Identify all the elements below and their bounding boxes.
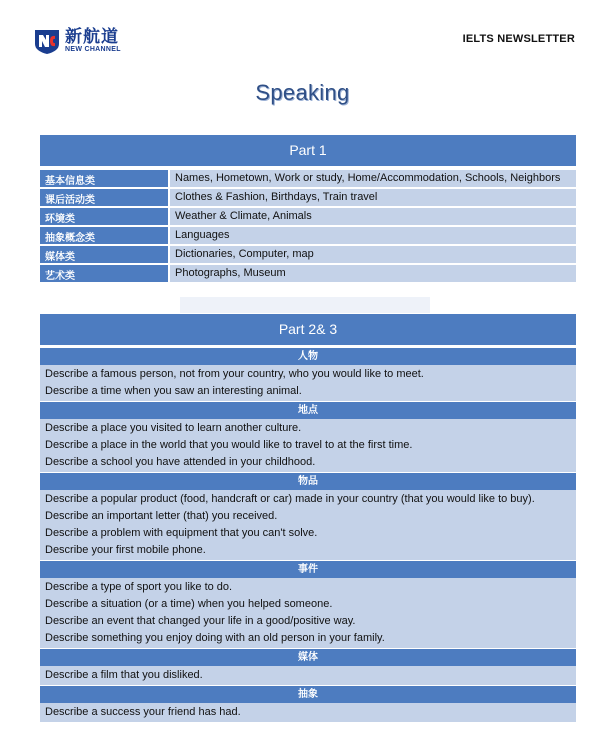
section-items: [40, 419, 576, 472]
part1-table: [40, 168, 576, 282]
section-items: [40, 703, 576, 722]
part1-row: [40, 169, 576, 188]
newsletter-label: IELTS NEWSLETTER: [462, 33, 575, 45]
section-items: [40, 365, 576, 401]
topic-item: Describe a popular product (food, handcraft or car) made in your country (that you would like to buy).: [45, 493, 535, 505]
topic-item: Describe a problem with equipment that you can't solve.: [45, 527, 318, 539]
topic-item: Describe a type of sport you like to do.: [45, 581, 233, 593]
section-heading: 地点: [40, 402, 576, 419]
part1-topics: Names, Hometown, Work or study, Home/Accommodation, Schools, Neighbors: [169, 169, 576, 188]
part1-category: 媒体类: [40, 245, 169, 264]
section-heading: 物品: [40, 473, 576, 490]
section-items: [40, 578, 576, 648]
part1-row: [40, 245, 576, 264]
topic-item: Describe a film that you disliked.: [45, 669, 203, 681]
topic-item: Describe a place in the world that you would like to travel to at the first time.: [45, 439, 413, 451]
section-items: [40, 490, 576, 560]
part1-category: 课后活动类: [40, 188, 169, 207]
part1-category: 抽象概念类: [40, 226, 169, 245]
brand-logo: [33, 26, 121, 56]
section-heading: 人物: [40, 348, 576, 365]
page-header: [0, 0, 605, 70]
part1-block: [40, 135, 576, 282]
section-heading: 事件: [40, 561, 576, 578]
page-title: Speaking: [255, 80, 350, 105]
part1-row: [40, 264, 576, 282]
part23-sections: [40, 348, 576, 722]
topic-item: Describe a place you visited to learn another culture.: [45, 422, 302, 434]
logo-chinese-name: 新航道: [65, 27, 119, 47]
part1-row: [40, 226, 576, 245]
topic-item: Describe an important letter (that) you received.: [45, 510, 278, 522]
part1-topics: Photographs, Museum: [169, 264, 576, 282]
section-heading: 抽象: [40, 686, 576, 703]
topic-item: Describe a success your friend has had.: [45, 706, 241, 718]
part1-category: 艺术类: [40, 264, 169, 282]
topic-item: Describe a time when you saw an interesting animal.: [45, 385, 302, 397]
part1-topics: Dictionaries, Computer, map: [169, 245, 576, 264]
part1-row: [40, 188, 576, 207]
logo-text: [65, 28, 121, 54]
logo-english-name: NEW CHANNEL: [65, 46, 121, 53]
topic-item: Describe a famous person, not from your country, who you would like to meet.: [45, 368, 424, 380]
part1-row: [40, 207, 576, 226]
part23-heading: Part 2& 3: [40, 314, 576, 345]
part1-topics: Clothes & Fashion, Birthdays, Train travel: [169, 188, 576, 207]
part1-category: 基本信息类: [40, 169, 169, 188]
section-heading: 媒体: [40, 649, 576, 666]
topic-item: Describe something you enjoy doing with an old person in your family.: [45, 632, 385, 644]
watermark-band: [180, 297, 430, 313]
topic-item: Describe a situation (or a time) when you helped someone.: [45, 598, 333, 610]
section-items: [40, 666, 576, 685]
part1-category: 环境类: [40, 207, 169, 226]
part23-block: [40, 314, 576, 722]
topic-item: Describe a school you have attended in your childhood.: [45, 456, 316, 468]
part1-topics: Weather & Climate, Animals: [169, 207, 576, 226]
part1-topics: Languages: [169, 226, 576, 245]
part1-heading: Part 1: [40, 135, 576, 166]
topic-item: Describe an event that changed your life in a good/positive way.: [45, 615, 356, 627]
new-channel-logo-icon: [33, 27, 61, 55]
topic-item: Describe your first mobile phone.: [45, 544, 206, 556]
